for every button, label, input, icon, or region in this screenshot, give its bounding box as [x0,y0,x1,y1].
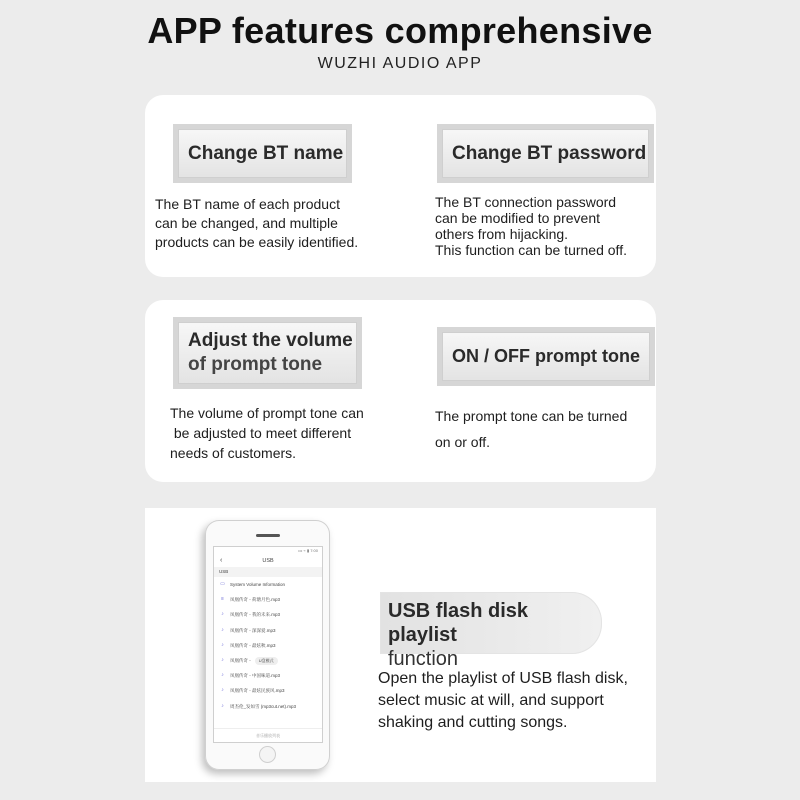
music-note-icon: ♪ [221,687,224,694]
phone-mockup [205,520,330,770]
playlist-footer-button[interactable]: 音乐播放列表 [214,728,322,742]
list-item[interactable]: ♪ 凤凰传奇 - 最炫民族风.mp3 [214,683,322,698]
path-breadcrumb: USB [214,567,322,577]
prompt-volume-label: Adjust the volume of prompt tone [178,322,357,384]
usb-playlist-desc: Open the playlist of USB flash disk, select music at will, and support shaking and cutting songs. [378,670,628,731]
music-note-icon: ♪ [221,702,224,709]
usb-playlist-label: USB flash disk playlist function [388,600,529,670]
change-bt-name-label: Change BT name [178,129,347,178]
back-icon[interactable]: ‹ [220,557,223,564]
prompt-toggle-label: ON / OFF prompt tone [442,332,650,381]
list-item[interactable]: ♪ 凤凰传奇 - 深深爱.mp3 [214,623,322,638]
list-item[interactable]: ▭ System Volume Information [214,577,322,592]
change-bt-name-desc: The BT name of each product can be changed, and multiple products can be easily identified. [155,196,359,250]
phone-screen [213,546,323,743]
list-item[interactable]: ♪ 周杰伦_发如雪 (mp3cut.net).mp3 [214,699,322,714]
music-note-icon: ♪ [221,672,224,679]
music-note-icon: ♪ [221,611,224,618]
prompt-toggle-desc: The prompt tone can be turned on or off. [435,408,628,450]
change-bt-password-label: Change BT password [442,129,649,178]
list-item[interactable]: ≡ 凤凰传奇 - 荷塘月色.mp3 [214,592,322,607]
usb-playlist-chip [380,592,602,670]
list-item[interactable]: ♪ 凤凰传奇 - U盘模式 [214,653,322,668]
music-note-icon: ♪ [221,641,224,648]
list-item[interactable]: ♪ 凤凰传奇 - 最炫秋.mp3 [214,638,322,653]
prompt-toggle-chip [437,327,655,386]
nav-bar [214,555,322,567]
page-subtitle: WUZHI AUDIO APP [317,55,483,72]
prompt-volume-desc: The volume of prompt tone can be adjusted to meet different needs of customers. [170,405,364,461]
status-bar: ••• ⌁ ▮ 7:00 [298,548,318,553]
home-button[interactable] [259,746,276,763]
mode-toast: U盘模式 [255,657,278,665]
phone-speaker [256,534,280,537]
page-title: APP features comprehensive [147,10,653,51]
music-note-icon: ♪ [221,626,224,633]
list-item[interactable]: ♪ 凤凰传奇 - 我的未来.mp3 [214,607,322,622]
change-bt-name-chip [173,124,352,183]
nav-title: USB [262,558,274,564]
change-bt-password-desc: The BT connection password can be modified to prevent others from hijacking. This function can be turned off. [435,194,627,258]
folder-icon: ▭ [220,581,225,587]
list-item[interactable]: ♪ 凤凰传奇 - 中国味道.mp3 [214,668,322,683]
music-note-icon: ♪ [221,656,224,663]
change-bt-password-chip [437,124,654,183]
prompt-volume-chip [173,317,362,389]
playing-icon: ≡ [221,596,224,603]
